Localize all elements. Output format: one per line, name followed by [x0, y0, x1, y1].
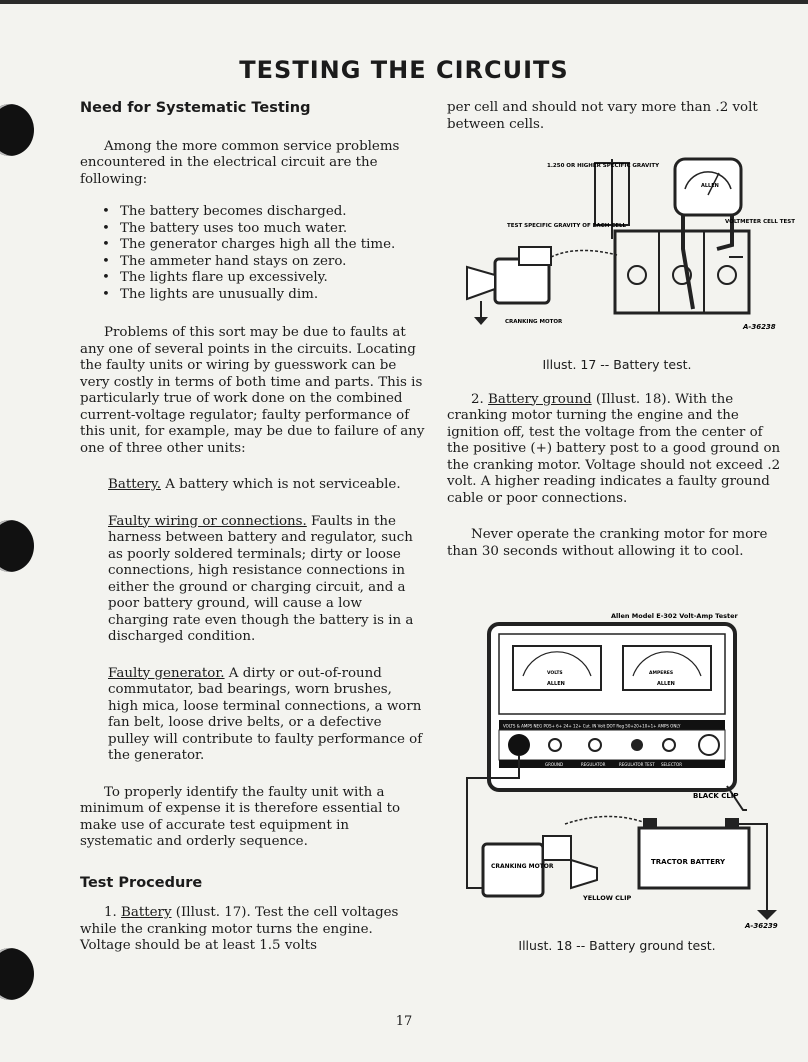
illustration-17-caption: Illust. 17 -- Battery test.	[542, 357, 692, 372]
step1-text: (Illust. 17). Test the cell voltages while the cranking motor turns the engine. Voltage should be at least 1.5 volts	[80, 905, 399, 953]
battery-test-diagram	[447, 149, 796, 349]
volts-amps-knob	[508, 734, 530, 756]
volts-label: VOLTS	[547, 671, 563, 676]
ground-symbol	[474, 317, 488, 325]
continued-paragraph: per cell and should not vary more than .2 volt between cells.	[447, 100, 758, 132]
control-panel	[499, 730, 725, 760]
problems-paragraph: Problems of this sort may be due to faults at any one of several points in the circuits. Locating the faulty units or wiring by guesswork can be very costly in terms of both time and parts. This is particularly true of work done on the combined current-voltage regulator; faulty performance of this unit, for example, may be due to failure of any one of three other units:	[80, 325, 425, 456]
illustration-17	[447, 149, 796, 374]
step2-text: (Illust. 18). With the cranking motor turning the engine and the ignition off, test the voltage from the center of the positive (+) battery post to a good ground on the cranking motor. Voltage should not exceed .2 volt. A higher reading indicates a faulty ground cable or poor connections.	[447, 391, 781, 506]
list-item: • The generator charges high all the time.	[120, 237, 425, 254]
control-strip-label: VOLTS & AMPS NEG POS+ 6+ 24+ 12+ Cut. IN Volt DOT Reg 50+20+10+1+ AMPS ONLY	[503, 723, 681, 729]
binder-hole-bottom	[0, 948, 34, 1000]
page-top-edge	[0, 0, 808, 4]
step2-label: Battery ground	[488, 391, 592, 407]
identify-paragraph: To properly identify the faulty unit with a minimum of expense it is therefore essential to make use of accurate test equipment in systematic and orderly sequence.	[80, 784, 401, 849]
binder-hole-middle	[0, 520, 34, 572]
wiring-text: Faults in the harness between battery and regulator, such as poorly soldered terminals; dirty or loose connections, high resistance connections in either the ground or charging circuit, and a poor battery ground, will cause a low charging rate even though the battery is in a discharged condition.	[108, 513, 414, 644]
amperes-label: AMPERES	[649, 671, 674, 676]
black-clip-label: BLACK CLIP	[693, 792, 739, 800]
battery-cap	[718, 266, 736, 284]
battery-text: A battery which is not serviceable.	[160, 477, 401, 492]
label-voltmeter: VOLTMETER CELL TEST	[725, 219, 796, 225]
battery-paragraph	[108, 477, 425, 494]
label-allen: ALLEN	[701, 183, 719, 189]
list-item: • The battery uses too much water.	[120, 221, 425, 238]
battery-post-positive	[643, 818, 657, 828]
tractor-battery-label: TRACTOR BATTERY	[651, 858, 726, 866]
ground-symbol	[757, 910, 777, 920]
right-column	[447, 100, 796, 973]
cranking-motor-solenoid	[543, 836, 571, 860]
generator-text: A dirty or out-of-round commutator, bad bearings, worn brushes, high mica, loose terminal connections, a worn fan belt, loose drive belts, or a defective pulley will contribute to faulty performance of the generator.	[108, 665, 423, 763]
list-item: • The ammeter hand stays on zero.	[120, 254, 425, 271]
list-item: • The lights flare up excessively.	[120, 270, 425, 287]
illustration-18-caption: Illust. 18 -- Battery ground test.	[518, 938, 716, 953]
page-number: 17	[395, 1014, 413, 1029]
cranking-motor-drive	[571, 860, 597, 888]
problem-list	[80, 204, 425, 303]
tester-title: Allen Model E-302 Volt-Amp Tester	[611, 612, 738, 620]
list-item: • The lights are unusually dim.	[120, 287, 425, 304]
heading-test-procedure: Test Procedure	[80, 874, 203, 891]
knob-label-selector: SELECTOR	[661, 762, 682, 767]
illustration-18	[447, 610, 787, 955]
cranking-motor-body	[483, 844, 543, 896]
never-operate-paragraph: Never operate the cranking motor for more than 30 seconds without allowing it to cool.	[447, 527, 768, 559]
heading-systematic-testing: Need for Systematic Testing	[80, 100, 311, 116]
figure-code: A-36239	[745, 922, 778, 930]
step2-paragraph	[447, 392, 787, 508]
page-title: TESTING THE CIRCUITS	[239, 56, 569, 84]
generator-paragraph	[108, 666, 425, 765]
battery-label: Battery.	[108, 477, 161, 492]
cranking-motor-label: CRANKING MOTOR	[491, 863, 554, 870]
step1-label: Battery	[121, 905, 172, 920]
intro-paragraph: Among the more common service problems encountered in the electrical circuit are the following:	[80, 138, 400, 187]
battery-ground-diagram	[447, 610, 787, 930]
allen-right-label: ALLEN	[657, 681, 675, 687]
binder-hole-top	[0, 104, 34, 156]
knob-label-ground: GROUND	[545, 762, 564, 767]
allen-left-label: ALLEN	[547, 681, 565, 687]
generator-label: Faulty generator.	[108, 665, 225, 681]
step1-paragraph	[80, 905, 425, 955]
knob-label-regulator-test: REGULATOR TEST	[619, 762, 655, 767]
battery-cap	[628, 266, 646, 284]
list-item: • The battery becomes discharged.	[120, 204, 425, 221]
regulator-test-knob	[631, 739, 643, 751]
label-cranking-motor: CRANKING MOTOR	[505, 319, 563, 325]
knob-label-strip	[499, 760, 725, 768]
knob-label-regulator: REGULATOR	[581, 762, 606, 767]
label-test-gravity: TEST SPECIFIC GRAVITY OF EACH CELL	[507, 223, 627, 229]
label-gravity: 1.250 OR HIGHER SPECIFIC GRAVITY	[547, 163, 660, 169]
cranking-motor-solenoid	[519, 247, 551, 265]
battery-post-negative	[725, 818, 739, 828]
wiring-label: Faulty wiring or connections.	[108, 513, 307, 529]
step2-number: 2.	[471, 391, 489, 407]
yellow-clip-label: YELLOW CLIP	[583, 894, 632, 902]
left-column	[80, 100, 425, 971]
figure-code: A-36238	[743, 323, 776, 331]
voltmeter-lead	[683, 215, 693, 309]
wiring-paragraph	[108, 514, 425, 646]
cranking-motor-drive	[467, 267, 495, 299]
battery-cable	[551, 250, 617, 257]
battery-cable	[565, 816, 643, 824]
step1-number: 1.	[104, 905, 122, 920]
